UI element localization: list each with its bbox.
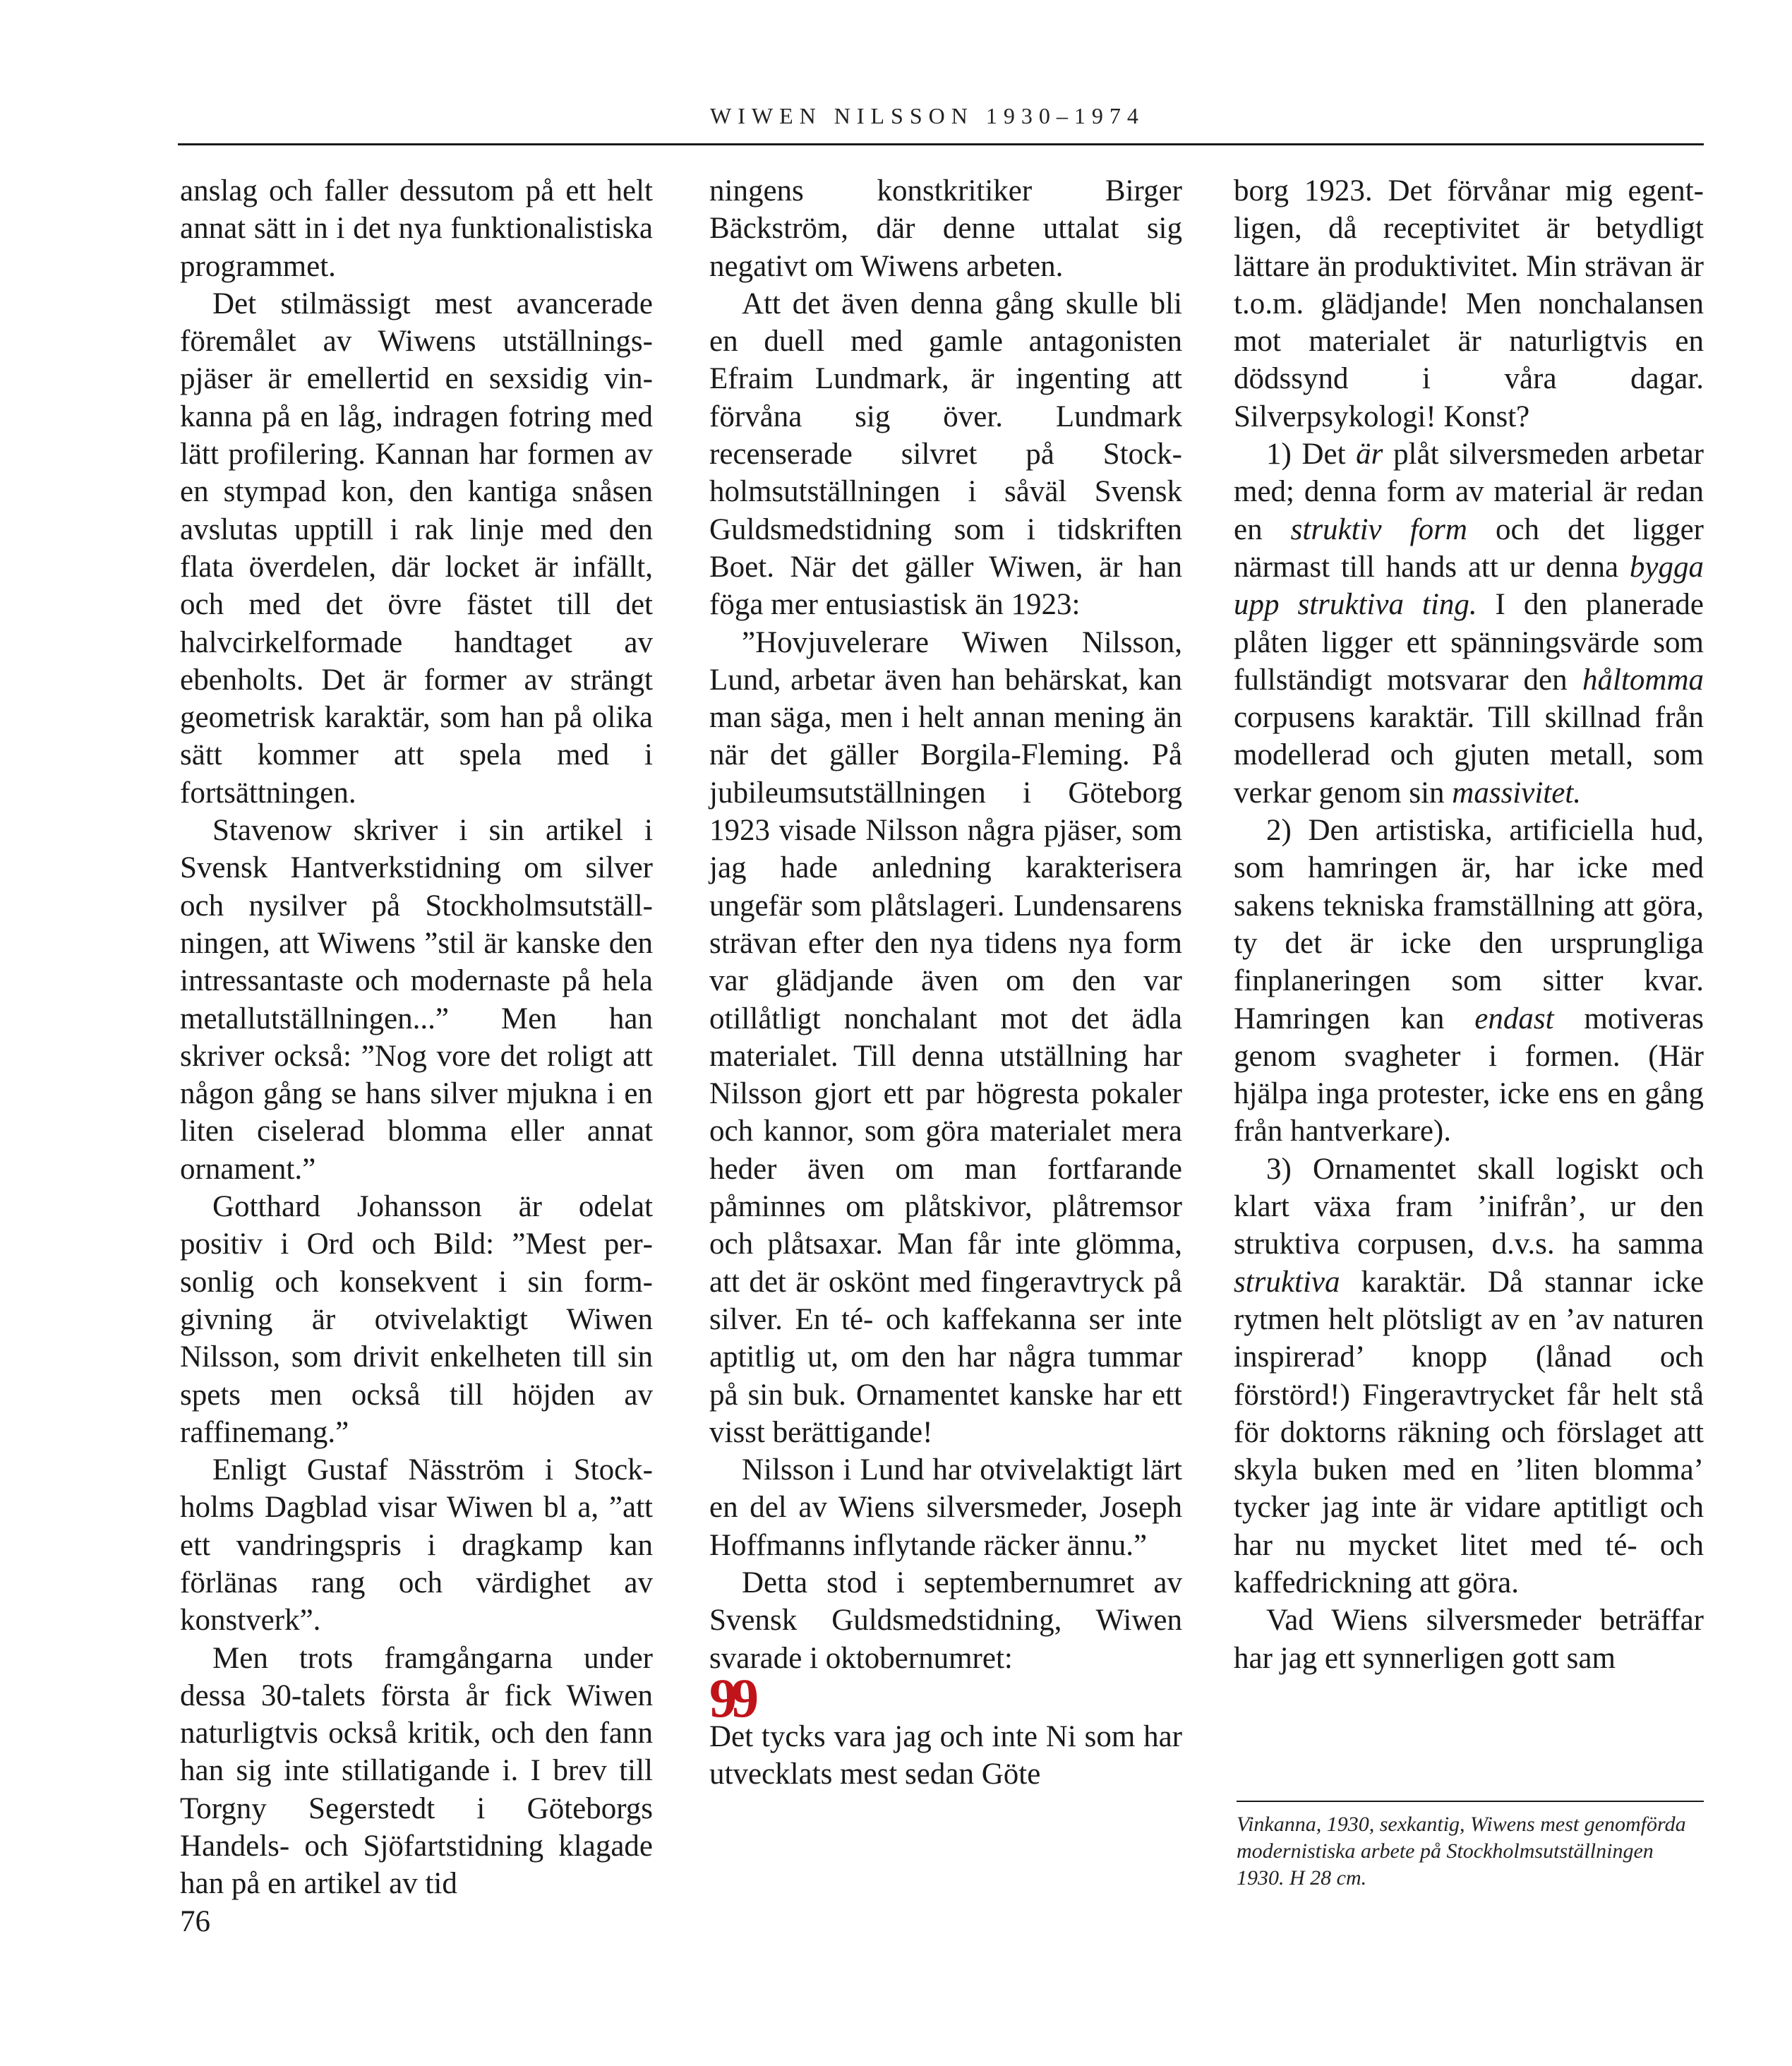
text-run: motiveras genom svagheter i formen. (Här hjälpa inga protester, icke ens en gång från hantverkare). bbox=[1234, 1002, 1704, 1148]
emphasis: struktiva bbox=[1234, 1265, 1340, 1299]
emphasis: endast bbox=[1474, 1002, 1554, 1035]
text-column-3 bbox=[1234, 172, 1704, 1677]
paragraph: Gotthard Johansson är odelat positiv i Ord och Bild: ”Mest personlig och konsekvent i sin formgivning är otvivelaktigt Wiwen Nilsson, som drivit enkelheten till sin spets men också till höjden av raffinemang.” bbox=[180, 1190, 653, 1449]
paragraph bbox=[1234, 812, 1704, 1151]
paragraph: Stavenow skriver i sin artikel i Svensk Hantverkstidning om silver och nysilver på Stockholmsutställningen, att Wiwens ”stil är kanske den intressantaste och modernaste på hela metallutställningen...” Men han skriver också: ”Nog vore det roligt att någon gång se hans silver mjukna i en liten ciselerad blomma eller annat ornament.” bbox=[180, 814, 653, 1186]
figure-caption: Vinkanna, 1930, sexkantig, Wiwens mest genomförda modernistiska arbete på Stockholmsutställningen 1930. H 28 cm. bbox=[1237, 1813, 1686, 1890]
text-run: I den planerade plåten ligger ett spänningsvärde som fullständigt motsvarar den bbox=[1234, 588, 1704, 697]
paragraph: anslag och faller dessutom på ett helt annat sätt in i det nya funktionalistiska programmet. bbox=[180, 174, 653, 283]
page-number: 76 bbox=[180, 1905, 210, 1938]
paragraph: ningens konstkritiker Birger Bäckström, där denne uttalat sig negativt om Wiwens arbeten. bbox=[709, 174, 1182, 283]
emphasis: är bbox=[1356, 438, 1383, 472]
quote-paragraph: Det tycks vara jag och inte Ni som har utvecklats mest sedan Göte bbox=[709, 1719, 1182, 1791]
paragraph bbox=[1234, 1151, 1704, 1602]
text-run: 3) Ornamentet skall logiskt och klart växa fram ’inifrån’, ur den struktiva corpusen, d.v.s. ha samma bbox=[1234, 1152, 1704, 1261]
emphasis: bygga upp struktiva ting. bbox=[1234, 550, 1704, 622]
text-column-1 bbox=[180, 172, 653, 1903]
header-rule bbox=[178, 143, 1704, 145]
text-run: karaktär. Då stannar icke rytmen helt plötsligt av en ’av naturen inspirerad’ knopp (lånad och förstörd!) Fingeravtrycket får helt stå för doktorns räkning och förslaget att skyla buken med en ’liten blomma’ tycker jag inte är vidare aptitligt och har nu mycket litet med té- och kaffedrickning att göra. bbox=[1234, 1265, 1704, 1599]
emphasis: håltomma bbox=[1582, 663, 1704, 697]
text-run: 1) Det bbox=[1266, 438, 1357, 472]
running-head: WIWEN NILSSON 1930–1974 bbox=[710, 103, 1145, 128]
paragraph: Vad Wiens silversmeder beträffar har jag ett synnerligen gott sam bbox=[1234, 1604, 1704, 1675]
paragraph: Nilsson i Lund har otvivelaktigt lärt en del av Wiens silversmeder, Joseph Hoffmanns inflytande räcker ännu.” bbox=[709, 1453, 1182, 1562]
emphasis: struktiv form bbox=[1290, 512, 1467, 546]
text-run: plåt silversmeden arbetar med; denna form av material är redan en bbox=[1234, 438, 1704, 546]
quote-mark-icon: 99 bbox=[709, 1666, 753, 1729]
paragraph: Detta stod i septembernumret av Svensk Guldsmedstidning, Wiwen svarade i oktobernumret: bbox=[709, 1566, 1182, 1675]
paragraph: Enligt Gustaf Näsström i Stockholms Dagblad visar Wiwen bl a, ”att ett vandringspris i dragkamp kan förlänas rang och värdighet av konstverk”. bbox=[180, 1453, 653, 1638]
text-run: corpusens karaktär. Till skillnad från modellerad och gjuten metall, som verkar genom sin bbox=[1234, 701, 1704, 810]
text-run: och det ligger närmast till hands att ur denna bbox=[1234, 512, 1704, 584]
paragraph: borg 1923. Det förvånar mig egentligen, då receptivitet är betydligt lättare än produktivitet. Min strävan är t.o.m. glädjande! Men nonchalansen mot materialet är naturligtvis en dödssynd i våra dagar. Silverpsykologi! Konst? bbox=[1234, 174, 1704, 433]
text-column-2 bbox=[709, 172, 1182, 1793]
paragraph: Men trots framgångarna under dessa 30-talets första år fick Wiwen naturligtvis också kritik, och den fann han sig inte stillatigande i. I brev till Torgny Segerstedt i Göteborgs Handels- och Sjöfartstidning klagade han på en artikel av tid bbox=[180, 1641, 653, 1901]
paragraph: Det stilmässigt mest avancerade föremålet av Wiwens utställningspjäser är emellertid en sexsidig vinkanna på en låg, indragen fotring med lätt profilering. Kannan har formen av en stympad kon, den kantiga snåsen avslutas upptill i rak linje med den flata överdelen, där locket är infällt, och med det övre fästet till det halvcirkelformade handtaget av ebenholts. Det är former av strängt geometrisk karaktär, som han på olika sätt kommer att spela med i fortsättningen. bbox=[180, 287, 653, 810]
paragraph: Att det även denna gång skulle bli en duell med gamle antagonisten Efraim Lundmark, är ingenting att förvåna sig över. Lundmark recenserade silvret på Stockholmsutställningen i såväl Svensk Guldsmedstidning som i tidskriften Boet. När det gäller Wiwen, är han föga mer entusiastisk än 1923: bbox=[709, 287, 1182, 622]
text-run: 2) Den artistiska, artificiella hud, som hamringen är, har icke med sakens tekniska framställning att göra, ty det är icke den ursprungliga finplaneringen som sitter kvar. Hamringen kan bbox=[1234, 814, 1704, 1035]
emphasis: massivitet. bbox=[1452, 776, 1582, 810]
paragraph: ”Hovjuvelerare Wiwen Nilsson, Lund, arbetar även han behärskat, kan man säga, men i helt annan mening än när det gäller Borgila-Fleming. På jubileumsutställningen i Göteborg 1923 visade Nilsson några pjäser, som jag hade anledning karakterisera ungefär som plåtslageri. Lundensarens strävan efter den nya tidens nya form var glädjande även om den var otillåtligt nonchalant mot det ädla materialet. Till denna utställning har Nilsson gjort ett par högresta pokaler och kannor, som göra materialet mera heder även om man fortfarande påminnes om plåtskivor, plåtremsor och plåtsaxar. Man får inte glömma, att det är oskönt med fingeravtryck på silver. En té- och kaffekanna ser inte aptitlig ut, om den har några tummar på sin buk. Ornamentet kanske har ett visst berättigande! bbox=[709, 625, 1182, 1449]
caption-rule bbox=[1237, 1801, 1704, 1802]
paragraph bbox=[1234, 436, 1704, 812]
